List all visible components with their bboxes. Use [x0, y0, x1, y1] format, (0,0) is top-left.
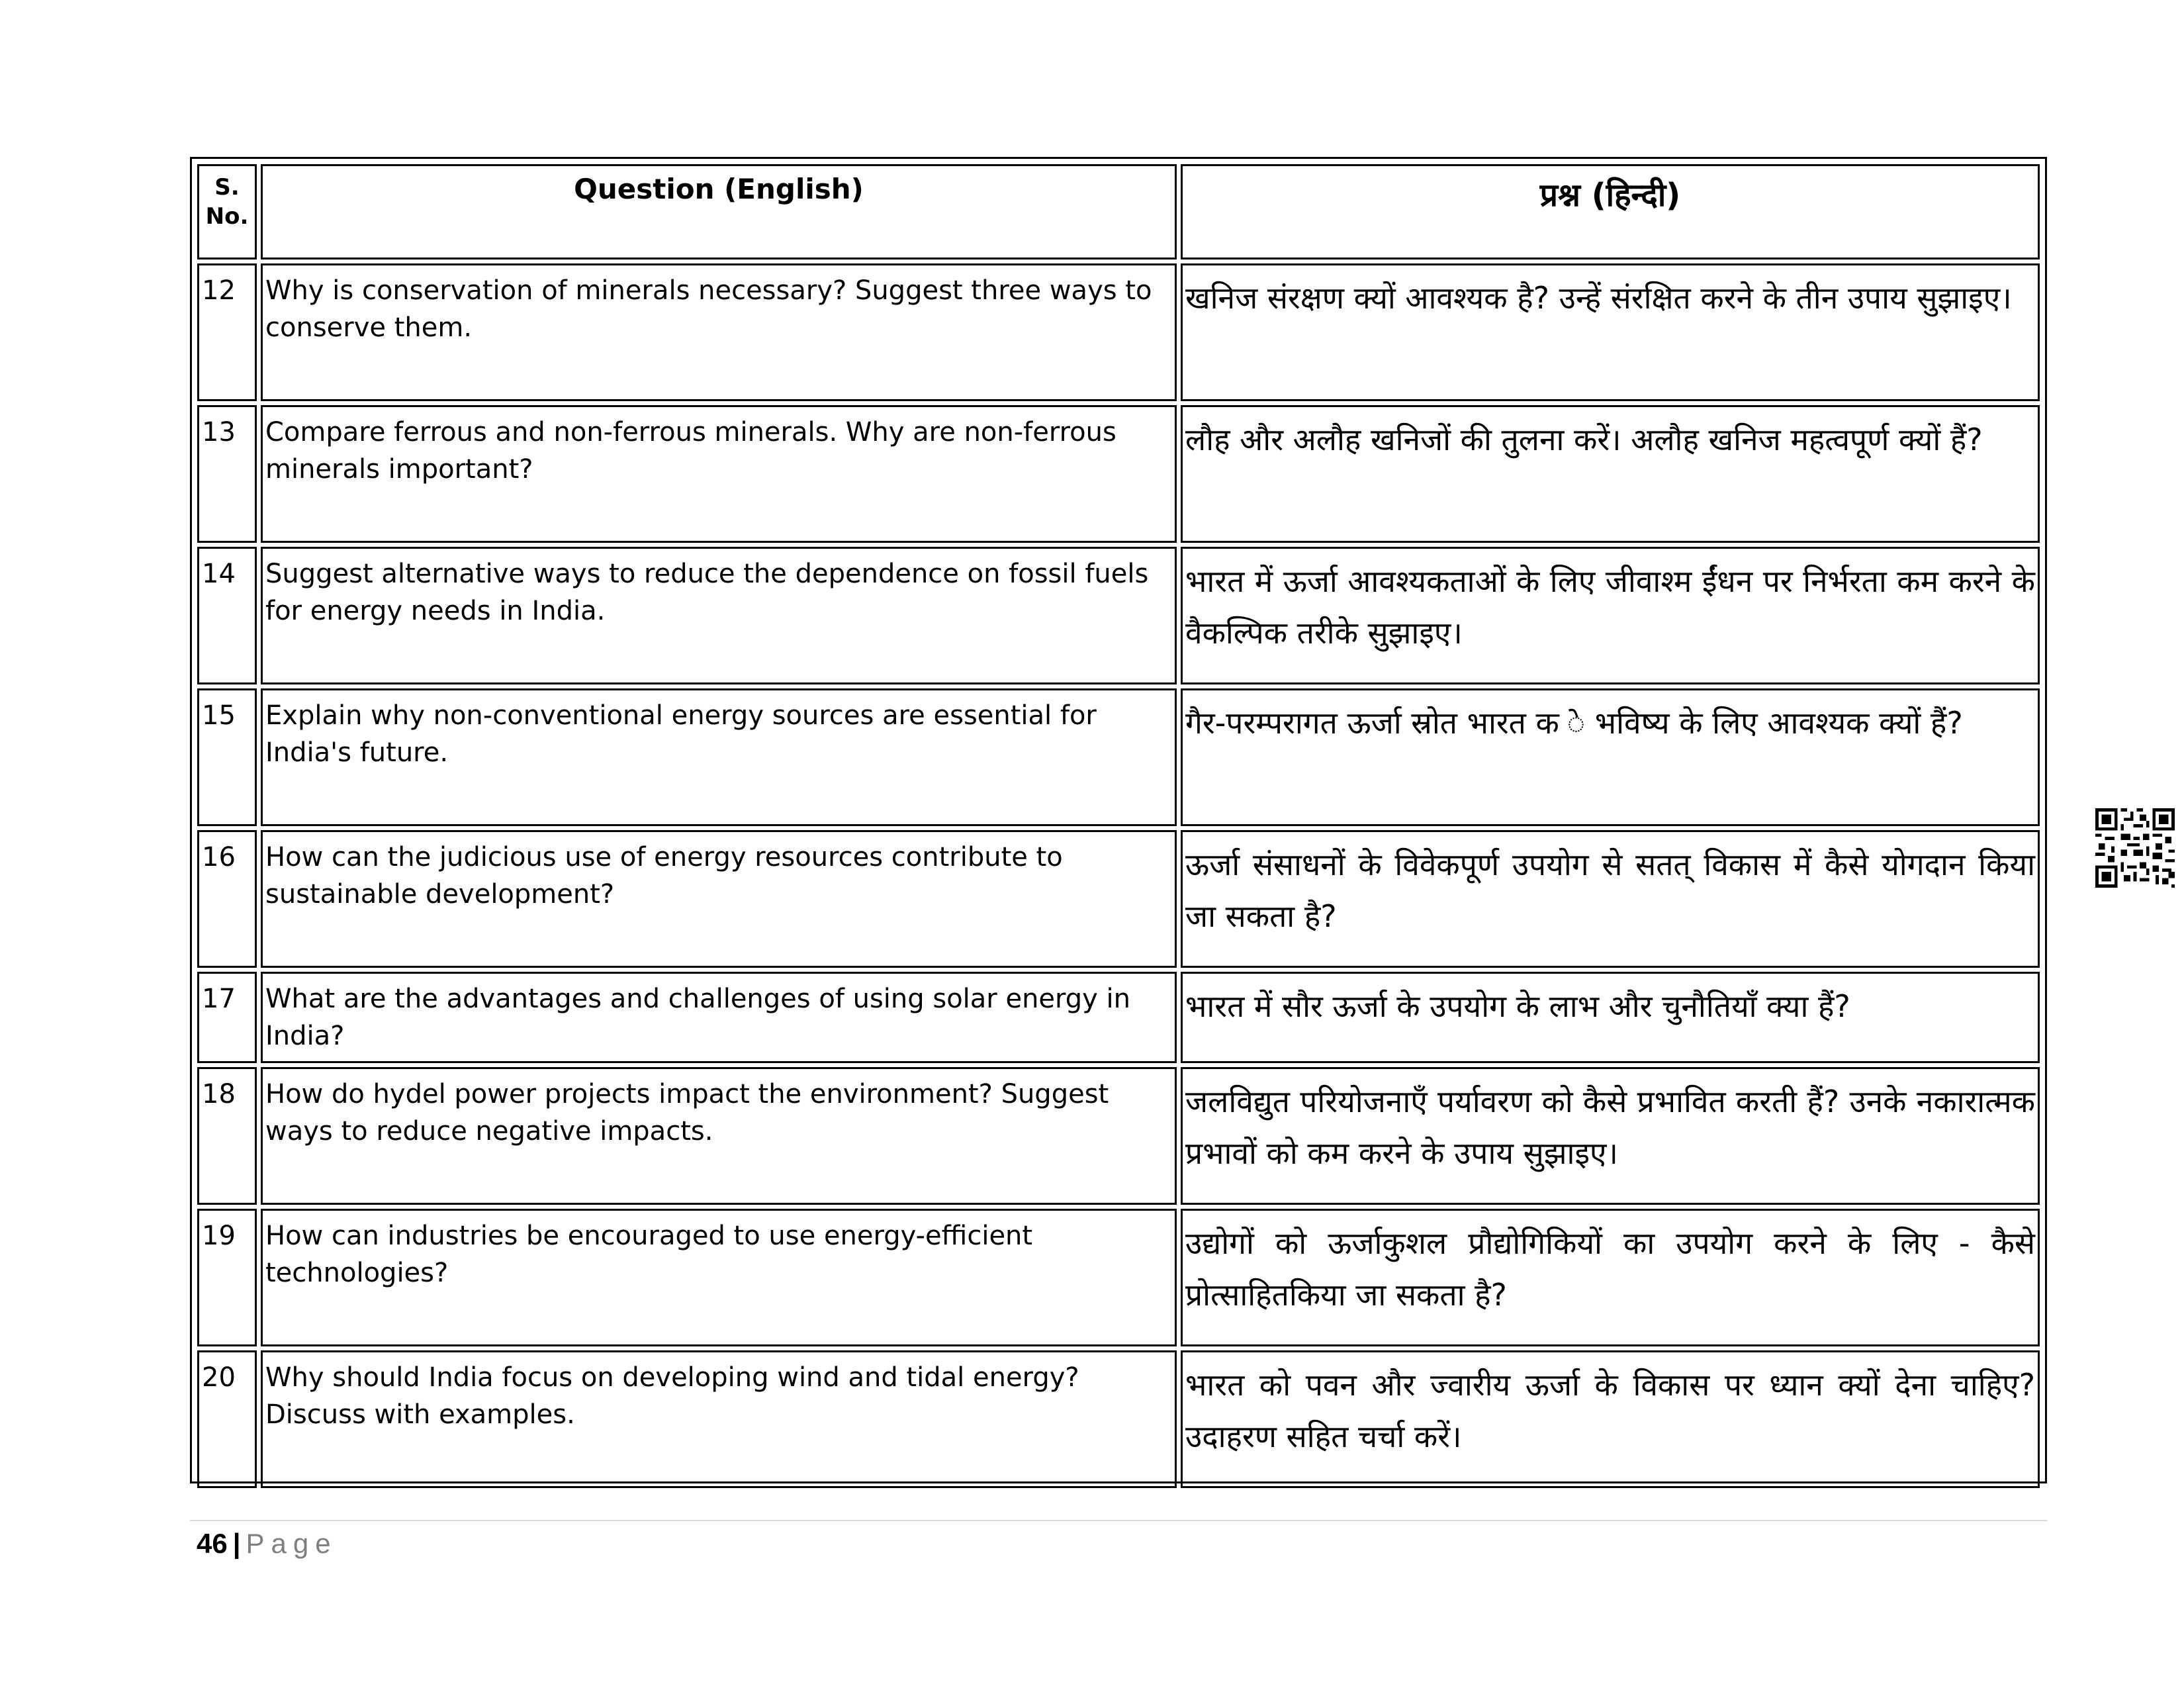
row-question-english: Why is conservation of minerals necessary? Suggest three ways to conserve them. — [261, 263, 1177, 401]
row-question-english: How can the judicious use of energy resources contribute to sustainable development? — [261, 830, 1177, 968]
table-row — [197, 1209, 2040, 1346]
row-question-hindi: लौह और अलौह खनिजों की तुलना करें। अलौह खनिज महत्वपूर्ण क्यों हैं? — [1181, 405, 2040, 543]
header-question-hindi: प्रश्न (हिन्दी) — [1181, 164, 2040, 259]
row-question-hindi: ऊर्जा संसाधनों के विवेकपूर्ण उपयोग से सतत् विकास में कैसे योगदान किया जा सकता है? — [1181, 830, 2040, 968]
question-table — [193, 160, 2044, 1492]
row-question-hindi: भारत में ऊर्जा आवश्यकताओं के लिए जीवाश्म ईंधन पर निर्भरता कम करने के वैकल्पिक तरीके सुझाइए। — [1181, 547, 2040, 684]
page-label: Page — [246, 1528, 338, 1559]
row-question-hindi: भारत को पवन और ज्वारीय ऊर्जा के विकास पर ध्यान क्यों देना चाहिए? उदाहरण सहित चर्चा करें। — [1181, 1350, 2040, 1488]
row-serial-number: 14 — [197, 547, 257, 684]
page-footer — [197, 1528, 338, 1560]
row-question-hindi: गैर-परम्परागत ऊर्जा स्रोत भारत क े भविष्य के लिए आवश्यक क्यों हैं? — [1181, 688, 2040, 826]
row-question-english: Explain why non-conventional energy sources are essential for India's future. — [261, 688, 1177, 826]
row-serial-number: 17 — [197, 972, 257, 1063]
row-question-english: Why should India focus on developing wind and tidal energy? Discuss with examples. — [261, 1350, 1177, 1488]
row-question-english: What are the advantages and challenges of using solar energy in India? — [261, 972, 1177, 1063]
row-question-hindi: खनिज संरक्षण क्यों आवश्यक है? उन्हें संरक्षित करने के तीन उपाय सुझाइए। — [1181, 263, 2040, 401]
table-row — [197, 405, 2040, 543]
row-question-english: How can industries be encouraged to use energy-efficient technologies? — [261, 1209, 1177, 1346]
row-serial-number: 12 — [197, 263, 257, 401]
header-question-english: Question (English) — [261, 164, 1177, 259]
header-sno-line1: S. — [214, 174, 240, 201]
row-serial-number: 16 — [197, 830, 257, 968]
row-serial-number: 15 — [197, 688, 257, 826]
table-row — [197, 830, 2040, 968]
row-serial-number: 13 — [197, 405, 257, 543]
row-question-hindi: उद्योगों को ऊर्जाकुशल प्रौद्योगिकियों का उपयोग करने के लिए - कैसे प्रोत्साहितकिया जा सकता है? — [1181, 1209, 2040, 1346]
question-table-frame — [190, 157, 2047, 1483]
row-serial-number: 18 — [197, 1067, 257, 1205]
row-serial-number: 20 — [197, 1350, 257, 1488]
table-row — [197, 263, 2040, 401]
footer-separator: | — [232, 1528, 241, 1559]
table-row — [197, 1350, 2040, 1488]
page-number: 46 — [197, 1528, 228, 1559]
table-row — [197, 547, 2040, 684]
table-row — [197, 688, 2040, 826]
header-serial-number — [197, 164, 257, 259]
row-question-hindi: जलविद्युत परियोजनाएँ पर्यावरण को कैसे प्रभावित करती हैं? उनके नकारात्मक प्रभावों को कम करने के उपाय सुझाइए। — [1181, 1067, 2040, 1205]
row-question-english: Suggest alternative ways to reduce the dependence on fossil fuels for energy needs in India. — [261, 547, 1177, 684]
qr-code-icon[interactable] — [2095, 808, 2175, 888]
row-question-english: How do hydel power projects impact the environment? Suggest ways to reduce negative impacts. — [261, 1067, 1177, 1205]
row-serial-number: 19 — [197, 1209, 257, 1346]
table-row — [197, 972, 2040, 1063]
header-sno-line2: No. — [205, 203, 249, 230]
row-question-english: Compare ferrous and non-ferrous minerals. Why are non-ferrous minerals important? — [261, 405, 1177, 543]
footer-divider — [190, 1520, 2047, 1521]
row-question-hindi: भारत में सौर ऊर्जा के उपयोग के लाभ और चुनौतियाँ क्या हैं? — [1181, 972, 2040, 1063]
table-header-row — [197, 164, 2040, 259]
table-row — [197, 1067, 2040, 1205]
